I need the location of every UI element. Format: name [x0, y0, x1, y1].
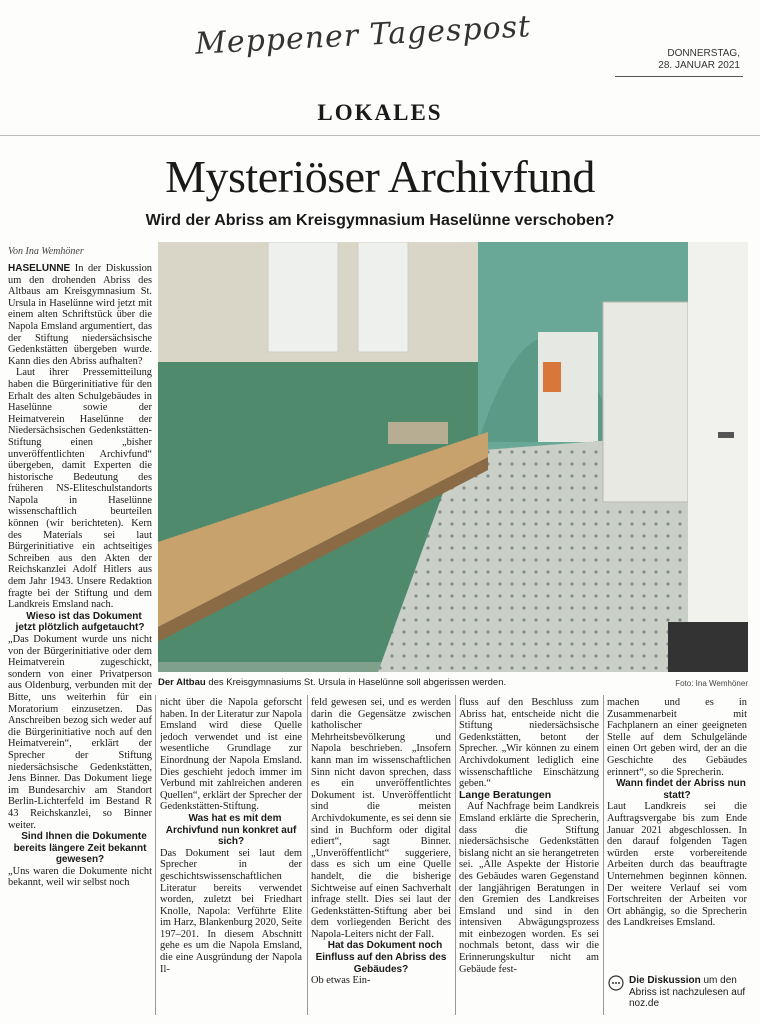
- intro-paragraph: [8, 263, 152, 367]
- subheadline: Wird der Abriss am Kreisgymnasium Haselünne verschoben?: [145, 212, 615, 229]
- column-divider: [307, 695, 308, 1015]
- photo-caption: [158, 677, 628, 688]
- section-title: LOKALES: [317, 100, 443, 125]
- paragraph: feld gewesen sei, und es werden darin die Gegensätze zwischen katholischer Mehrheitsbevölkerung und Napola beschrieben. „Insofern kann man im wissenschaftlichen Sinn nicht davon sprechen, dass es ein unveröffentlichtes Dokument ist. Unveröffentlicht sind die meisten Archivdokumente, es sei denn sie sind in Buchform oder digital ediert“, sagt Binner. „Unveröffentlicht“ suggeriere, dass es sich um eine Quelle handelt, die die bisherige Sichtweise auf einen Sachverhalt infrage stellt. Dies sei laut der Gedenkstätten-Stiftung aber bei dem vorliegenden Bericht des Napola-Leiters nicht der Fall.: [311, 697, 451, 940]
- column-3: [311, 697, 451, 1015]
- column-1: [8, 263, 152, 1013]
- question-heading: Wann findet der Abriss nun statt?: [616, 778, 746, 801]
- paragraph: machen und es in Zusammenarbeit mit Fachplanern an einer geeigneten Stelle auf dem Schulgelände einen Ort geben wird, der an die Geschichte des Gebäudes erinnert“, so die Sprecherin.: [607, 697, 747, 778]
- paragraph: Laut ihrer Pressemitteilung haben die Bürgerinitiative für den Erhalt des alten Schulgebäudes in Haselünne sowie der Heimatverein Haselünne der Niedersächsischen Gedenkstätten-Stiftung einen „bisher unveröffentlichten Archivfund“ übergeben, damit Experten die historische Bedeutung des früheren NS-Eliteschulstandorts Napola in Haselünne wissenschaftlich beurteilen können (wir berichteten). Kern des Materials sei laut Bürgerinitiative ein achtseitiges Schreiben aus den Akten der Reichskanzlei Adolf Hitlers aus dem Jahr 1943. Unsere Redaktion fragte bei der Stiftung und dem Landkreis Emsland nach.: [8, 367, 152, 611]
- answer-text: „Uns waren die Dokumente nicht bekannt, weil wir selbst noch: [8, 865, 152, 889]
- column-divider: [603, 695, 604, 1015]
- dateline: HASELÜNNE: [8, 263, 71, 274]
- handwritten-newspaper-title: Meppener Tagespost: [194, 9, 532, 62]
- answer-text: „Das Dokument wurde uns nicht von der Bürgerinitiative oder dem Heimatverein zugeschickt, sondern von einer Privatperson aus Oldenburg, verbunden mit der Bitte, uns weiterhin für ein Moratorium einzusetzen. Das Anschreiben bezog sich weder auf die Bürgerinitiative noch auf den Heimatverein“, erklärt der Sprecher der Stiftung niedersächsische Gedenkstätten, Jens Binner. Das Dokument liege im Bundesarchiv am Standort Berlin-Lichterfeld im Bestand R 43 Reichskanzlei, so Binner weiter.: [8, 634, 152, 831]
- promo-rest: um den Abriss ist nachzulesen auf noz.de: [629, 975, 746, 1009]
- question-heading: Wieso ist das Dokument jetzt plötzlich aufgetaucht?: [15, 610, 145, 634]
- column-2: [160, 697, 302, 1015]
- paragraph: nicht über die Napola geforscht haben. In der Literatur zur Napola Emsland wird diese Quelle jedoch verwendet und ist eine wesentliche Grundlage zur Einordnung der Napola Emsland. Dies geschieht jedoch immer im Verbund mit zahlreichen anderen Quellen“, erklärt der Sprecher der Gedenkstätten-Stiftung.: [160, 697, 302, 813]
- column-divider: [455, 695, 456, 1015]
- intro-text: In der Diskussion um den drohenden Abriss des Altbaus am Kreisgymnasium St. Ursula in Haselünne wird jetzt mit einem alten Schriftstück über die Napola Emsland argumentiert, das der Stiftung niedersächsische Gedenkstätten übergeben wurde. Kann dies den Abriss aufhalten?: [8, 263, 152, 367]
- answer-text: Ob etwas Ein-: [311, 975, 371, 987]
- question-heading: Sind Ihnen die Dokumente bereits längere Zeit bekannt gewesen?: [13, 831, 147, 866]
- question-heading: Hat das Dokument noch Einfluss auf den Abriss des Gebäudes?: [315, 940, 447, 975]
- question-block: [8, 611, 152, 831]
- headline: Mysteriöser Archivfund: [165, 151, 595, 202]
- issue-date-text: 28. JANUAR 2021: [658, 60, 740, 71]
- caption-lead: Der Altbau: [158, 677, 206, 688]
- speech-bubble-icon: [607, 975, 625, 993]
- date-rule: [615, 76, 743, 77]
- issue-date: [560, 48, 740, 72]
- question-block: [8, 831, 152, 889]
- question-block: [311, 940, 451, 986]
- question-heading: Was hat es mit dem Archivfund nun konkret auf sich?: [165, 812, 297, 848]
- column-4: [459, 697, 599, 1015]
- issue-day: DONNERSTAG,: [667, 48, 740, 59]
- question-block: [607, 778, 747, 929]
- answer-text: Laut Landkreis sei die Auftragsvergabe bis zum Ende Januar 2021 abgeschlossen. In den darauf folgenden Tagen würden erste vorbereitende Arbeiten durch das beauftragte Unternehmen beginnen können. Der weitere Verlauf sei vom Fortschreiten der Arbeiten vor Ort abhängig, so die Sprecherin des Landkreises Emsland.: [607, 801, 747, 929]
- column-5: [607, 697, 747, 982]
- paragraph: Auf Nachfrage beim Landkreis Emsland erklärte die Sprecherin, dass die Stiftung niedersächsische Gedenkstätten bislang nicht an sie herangetreten sei. „Alle Aspekte der Historie des Gebäudes waren Gegenstand der langjährigen Beratungen in den Gremien des Landkreises Emsland und sind in den intensiven Abwägungsprozess mit einbezogen worden. Es sei nochmals betont, dass wir die Erinnerungskultur nicht am Gebäude fest-: [459, 801, 599, 975]
- article-photo: [158, 242, 748, 672]
- classroom-photo-illustration: [158, 242, 748, 672]
- column-divider: [155, 695, 156, 1015]
- question-block: [160, 813, 302, 975]
- byline: Von Ina Wemhöner: [8, 246, 84, 257]
- paragraph: fluss auf den Beschluss zum Abriss hat, entscheide nicht die Stiftung niedersächsische Gedenkstätten, betont der Sprecher. „Wir können zu einem Archivdokument lediglich eine wissenschaftliche Einschätzung geben.“: [459, 697, 599, 790]
- intertitle: Lange Beratungen: [459, 788, 552, 801]
- caption-text: des Kreisgymnasiums St. Ursula in Haselünne soll abgerissen werden.: [205, 677, 507, 688]
- online-promo[interactable]: [607, 975, 747, 1015]
- promo-lead: Die Diskussion: [629, 975, 701, 986]
- answer-text: Das Dokument sei laut dem Sprecher in der geschichtswissenschaftlichen Literatur bereits verwendet worden, zuletzt bei Friedhart Knolle, Napola: Verführte Elite im Harz, Blankenburg 2020, Seite 197–201. In diesem Abschnitt gehe es um die Napola Emsland, die eine Ausgründung der Napola Il-: [160, 847, 302, 975]
- promo-text: [629, 975, 747, 1010]
- section-rule: [0, 135, 760, 136]
- photo-credit: Foto: Ina Wemhöner: [675, 679, 748, 688]
